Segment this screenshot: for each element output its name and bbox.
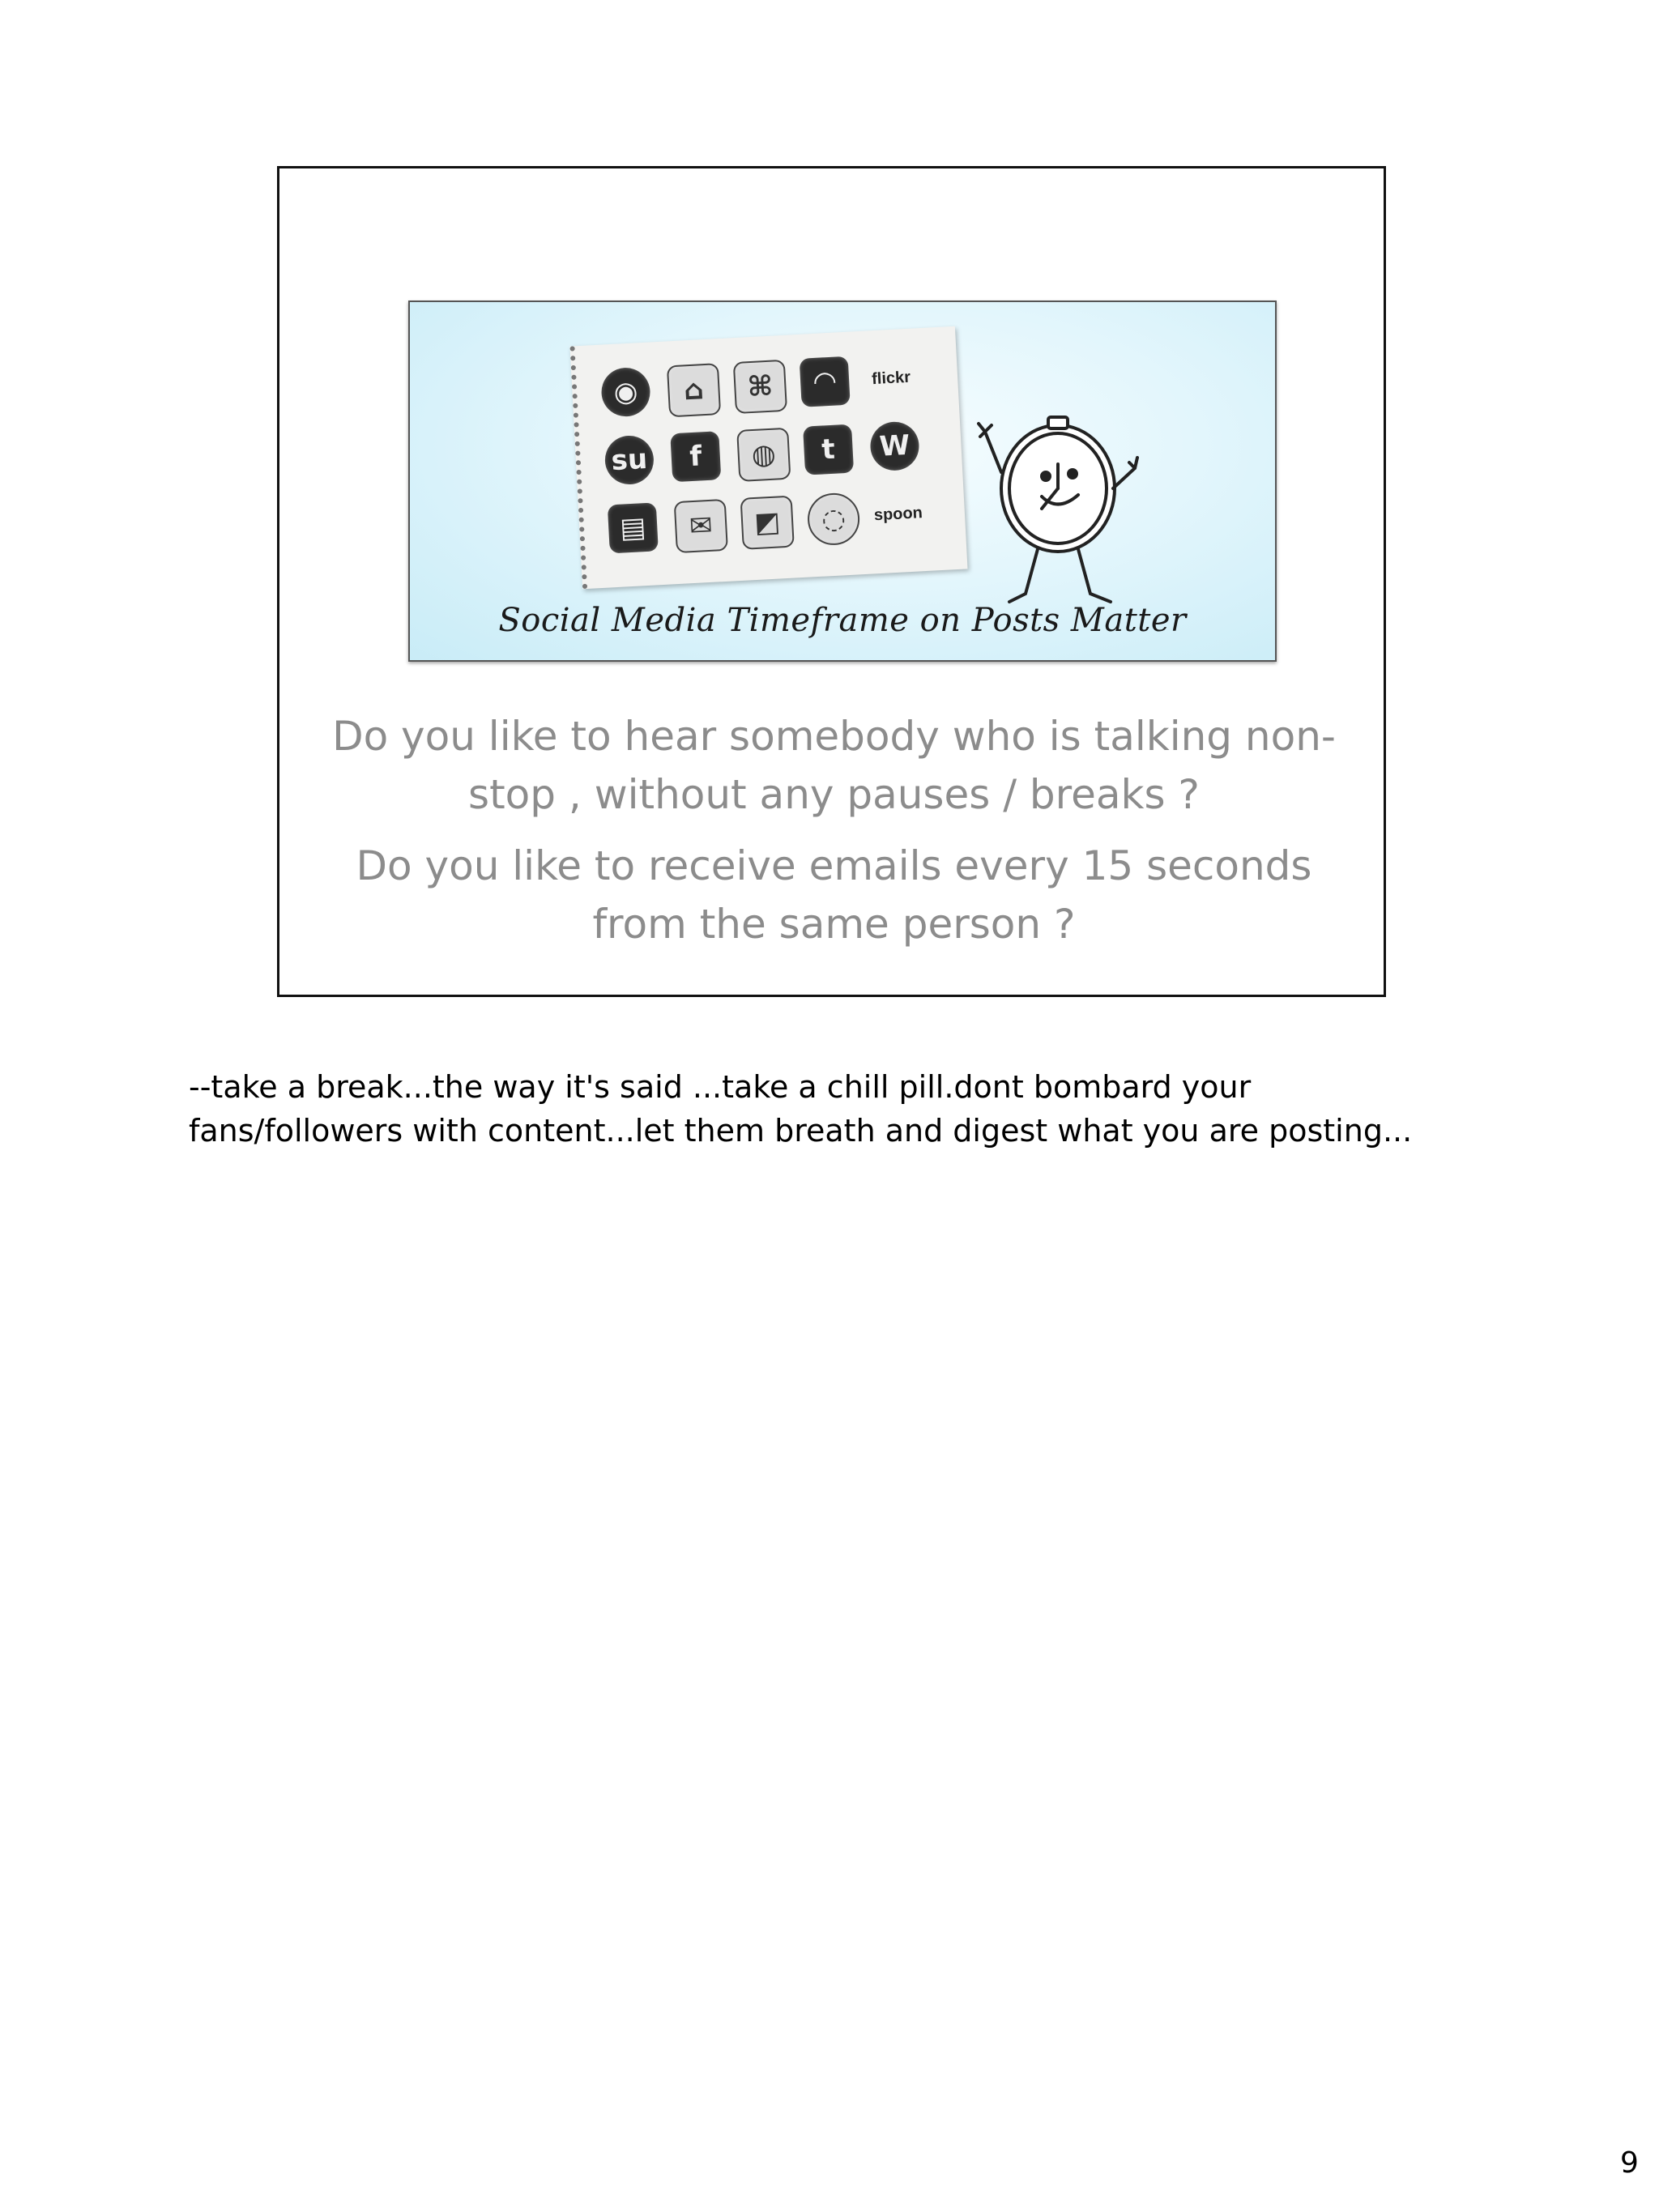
page-number: 9 <box>1620 2146 1639 2180</box>
rss-icon: ◠ <box>800 356 851 407</box>
stumble-icon: su <box>603 434 655 485</box>
digg-icon: ▤ <box>608 502 659 553</box>
social-icon-grid <box>600 352 942 563</box>
wordpress-icon: W <box>869 420 920 471</box>
email-icon: ✉ <box>674 499 728 553</box>
banner-caption: Social Media Timeframe on Posts Matter <box>498 602 1187 639</box>
spoon-graphics-icon: spoon <box>873 503 923 524</box>
question-2: Do you like to receive emails every 15 seconds from the same person ? <box>356 842 1312 948</box>
question-1: Do you like to hear somebody who is talking non-stop , without any pauses / breaks ? <box>332 713 1336 818</box>
stumbleupon-icon: ◉ <box>600 367 651 418</box>
facebook-icon: f <box>670 431 721 482</box>
slide <box>277 166 1386 997</box>
speech-bubble-icon: ◌ <box>806 492 860 546</box>
slide-banner-image <box>408 300 1277 662</box>
speaker-notes: --take a break...the way it's said ...take a chill pill.dont bombard your fans/followers with content...let them breath and digest what you are posting... <box>189 1069 1413 1149</box>
stopwatch-mascot-icon <box>977 399 1139 610</box>
torn-paper <box>569 326 967 590</box>
home-icon: ⌂ <box>667 363 721 417</box>
chat-icon: ◍ <box>736 428 791 482</box>
delicious-icon: ◩ <box>740 496 795 550</box>
sitemap-icon: ⌘ <box>733 360 787 414</box>
twitter-icon: t <box>803 424 854 475</box>
flickr-icon: flickr <box>871 368 911 388</box>
